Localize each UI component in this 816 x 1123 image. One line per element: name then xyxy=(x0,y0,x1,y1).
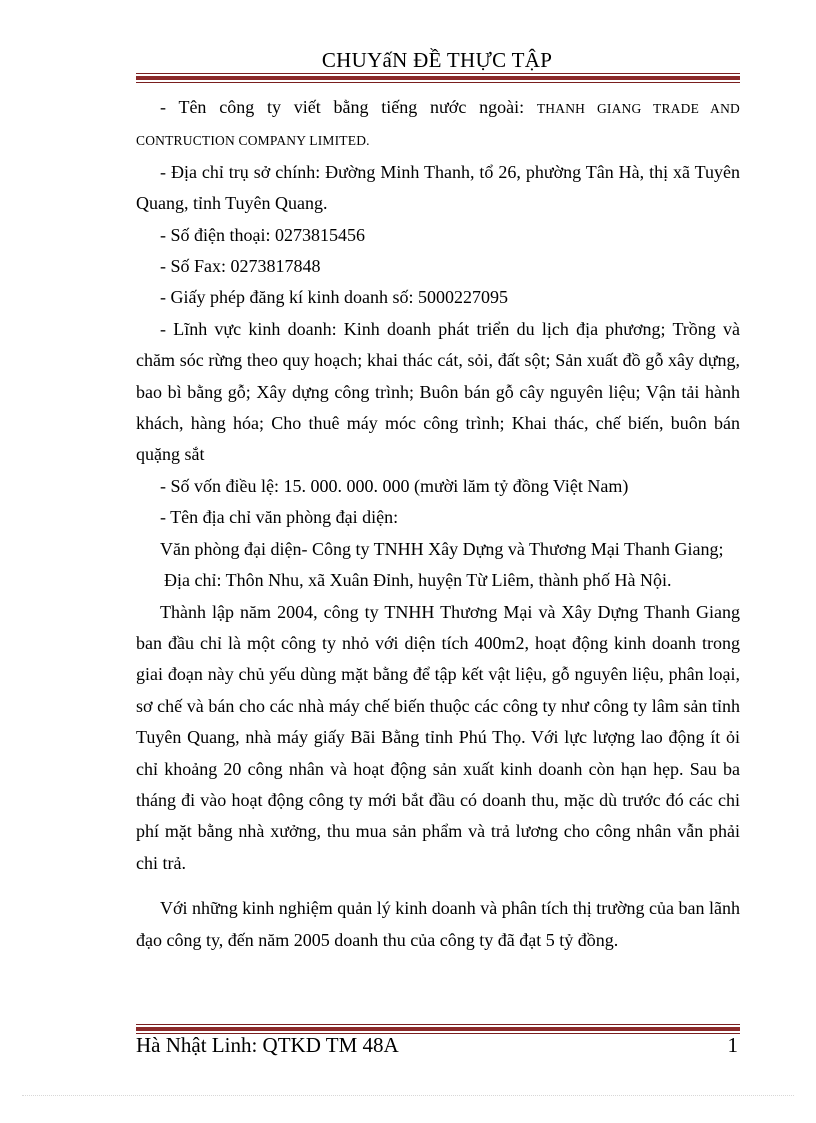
address-paragraph: - Địa chỉ trụ sở chính: Đường Minh Thanh, tổ 26, phường Tân Hà, thị xã Tuyên Quang, tỉnh Tuyên Quang. xyxy=(136,161,740,214)
growth-paragraph: Với những kinh nghiệm quản lý kinh doanh và phân tích thị trường của ban lãnh đạo công ty, đến năm 2005 doanh thu của công ty đã đạt 5 tỷ đồng. xyxy=(136,898,740,950)
document-body xyxy=(136,92,740,956)
capital-paragraph: - Số vốn điều lệ: 15. 000. 000. 000 (mười lăm tỷ đồng Việt Nam) xyxy=(160,475,629,496)
page-number: 1 xyxy=(727,1033,738,1057)
rep-office-name: Văn phòng đại diện- Công ty TNHH Xây Dựng và Thương Mại Thanh Giang; xyxy=(160,538,724,559)
page-bottom-dotted-border xyxy=(22,1095,794,1096)
foreign-name-paragraph xyxy=(136,92,740,157)
header-rule xyxy=(136,73,740,83)
history-paragraph: Thành lập năm 2004, công ty TNHH Thương Mại và Xây Dựng Thanh Giang ban đầu chỉ là một công ty nhỏ với diện tích 400m2, hoạt động kinh doanh trong giai đoạn này chủ yếu dùng mặt bằng để tập kết vật liệu, gỗ nguyên liệu, phân loại, sơ chế và bán cho các nhà máy chế biến thuộc các công ty như công ty lâm sản tỉnh Tuyên Quang, nhà máy giấy Bãi Bằng tỉnh Phú Thọ. Với lực lượng lao động ít ỏi chỉ khoảng 20 công nhân và hoạt động sản xuất kinh doanh còn hạn hẹp. Sau ba tháng đi vào hoạt động công ty mới bắt đầu có doanh thu, mặc dù trước đó các chi phí mặt bằng nhà xưởng, thu mua sản phẩm và trả lương cho công nhân vẫn phải chi trả. xyxy=(136,601,740,873)
foreign-name-value: THANH GIANG TRADE AND CONTRUCTION COMPANY LIMITED. xyxy=(136,101,740,149)
license-paragraph: - Giấy phép đăng kí kinh doanh số: 5000227095 xyxy=(160,287,508,308)
page-header-title: CHUYấN ĐỀ THỰC TẬP xyxy=(321,48,553,72)
phone-paragraph: - Số điện thoại: 0273815456 xyxy=(160,224,365,245)
business-fields-paragraph: - Lĩnh vực kinh doanh: Kinh doanh phát triển du lịch địa phương; Trồng và chăm sóc rừng theo quy hoạch; khai thác cát, sỏi, đất sột; Sản xuất đồ gỗ xây dựng, bao bì bằng gỗ; Xây dựng công trình; Buôn bán gỗ cây nguyên liệu; Vận tải hành khách, hàng hóa; Cho thuê máy móc công trình; Khai thác, chế biến, buôn bán quặng sắt xyxy=(136,318,740,465)
foreign-name-label: - Tên công ty viết bằng tiếng nước ngoài: xyxy=(160,97,525,117)
footer-author: Hà Nhật Linh: QTKD TM 48A xyxy=(136,1033,399,1057)
fax-paragraph: - Số Fax: 0273817848 xyxy=(160,256,321,277)
rep-office-address: Địa chỉ: Thôn Nhu, xã Xuân Đỉnh, huyện Từ Liêm, thành phố Hà Nội. xyxy=(164,570,672,591)
rep-office-label: - Tên địa chỉ văn phòng đại diện: xyxy=(160,507,399,528)
